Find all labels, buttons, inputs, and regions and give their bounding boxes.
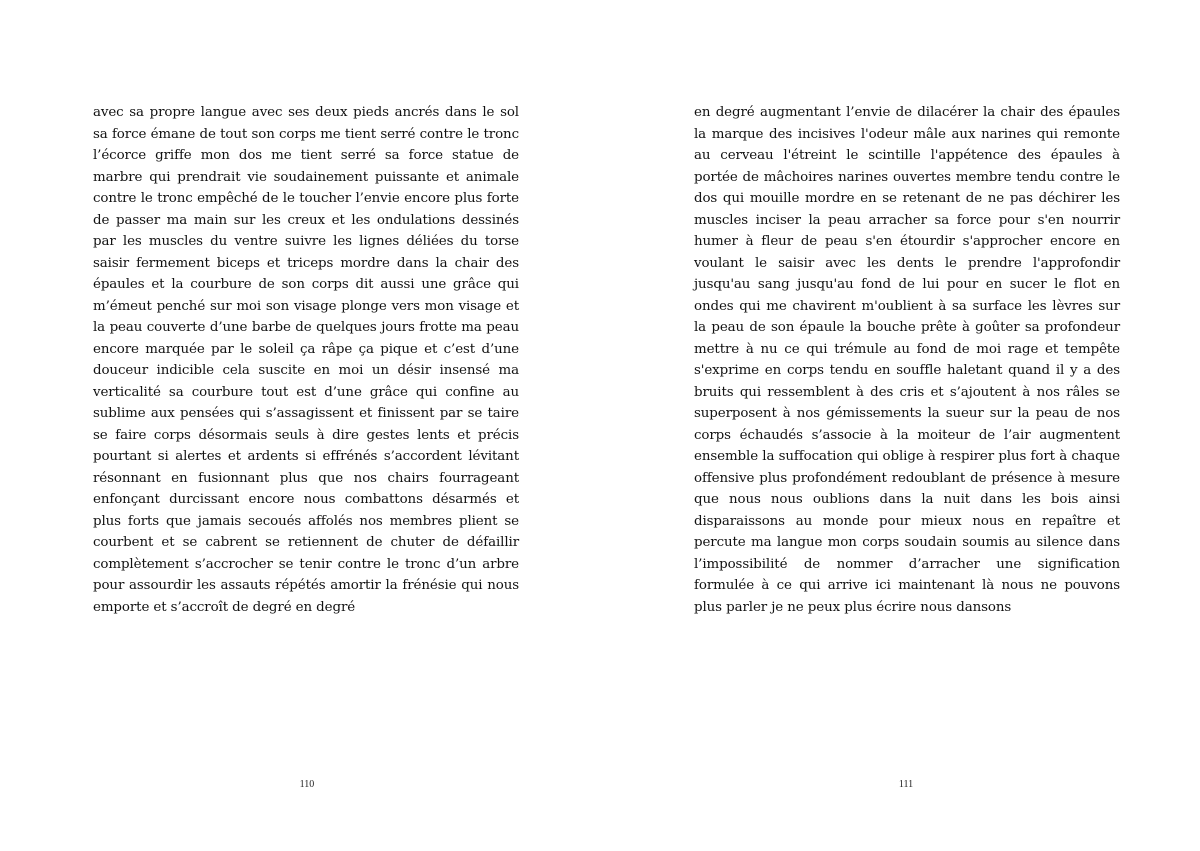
left-page-number: 110 (299, 779, 315, 790)
right-page (600, 0, 1200, 851)
right-page-body-text: en degré augmentant l’envie de dilacérer la chair des épaules la marque des incisives l'odeur mâle aux narines qui remonte au cerveau l'étreint le scintille l'appétence des épaules à portée de mâchoires narines ouvertes membre tendu contre le dos qui mouille mordre en se retenant de ne pas déchirer les muscles inciser la peau arracher sa force pour s'en nourrir humer à fleur de peau s'en étourdir s'approcher encore en voulant le saisir avec les dents le prendre l'approfondir jusqu'au sang jusqu'au fond de lui pour en sucer le flot en ondes qui me chavirent m'oublient à sa surface les lèvres sur la peau de son épaule la bouche prête à goûter sa profondeur mettre à nu ce qui trémule au fond de moi rage et tempête s'exprime en corps tendu en souffle haletant quand il y a des bruits qui ressemblent à des cris et s’ajoutent à nos râles se superposent à nos gémissements la sueur sur la peau de nos corps échaudés s’associe à la moiteur de l’air augmentent ensemble la suffocation qui oblige à respirer plus fort à chaque offensive plus profondément redoublant de présence à mesure que nous nous oublions dans la nuit dans les bois ainsi disparaissons au monde pour mieux nous en repaître et percute ma langue mon corps soudain soumis au silence dans l’impossibilité de nommer d’arracher une signification formulée à ce qui arrive ici maintenant là nous ne pouvons plus parler je ne peux plus écrire nous dansons (694, 105, 1120, 615)
right-page-number: 111 (898, 779, 914, 790)
left-page-body-text: avec sa propre langue avec ses deux pieds ancrés dans le sol sa force émane de tout son corps me tient serré contre le tronc l’écorce griffe mon dos me tient serré sa force statue de marbre qui prendrait vie soudainement puissante et animale contre le tronc empêché de le toucher l’envie encore plus forte de passer ma main sur les creux et les ondulations dessinés par les muscles du ventre suivre les lignes déliées du torse saisir fermement biceps et triceps mordre dans la chair des épaules et la courbure de son corps dit aussi une grâce qui m’émeut penché sur moi son visage plonge vers mon visage et la peau couverte d’une barbe de quelques jours frotte ma peau encore marquée par le soleil ça râpe ça pique et c’est d’une douceur indicible cela suscite en moi un désir insensé ma verticalité sa courbure tout est d’une grâce qui confine au sublime aux pensées qui s’assagissent et finissent par se taire se faire corps désormais seuls à dire gestes lents et précis pourtant si alertes et ardents si effrénés s’accordent lévitant résonnant en fusionnant plus que nos chairs fourrageant enfonçant durcissant encore nous combattons désarmés et plus forts que jamais secoués affolés nos membres plient se courbent et se cabrent se retiennent de chuter de défaillir complètement s’accrocher se tenir contre le tronc d’un arbre pour assourdir les assauts répétés amortir la frénésie qui nous emporte et s’accroît de degré en degré (93, 105, 519, 615)
